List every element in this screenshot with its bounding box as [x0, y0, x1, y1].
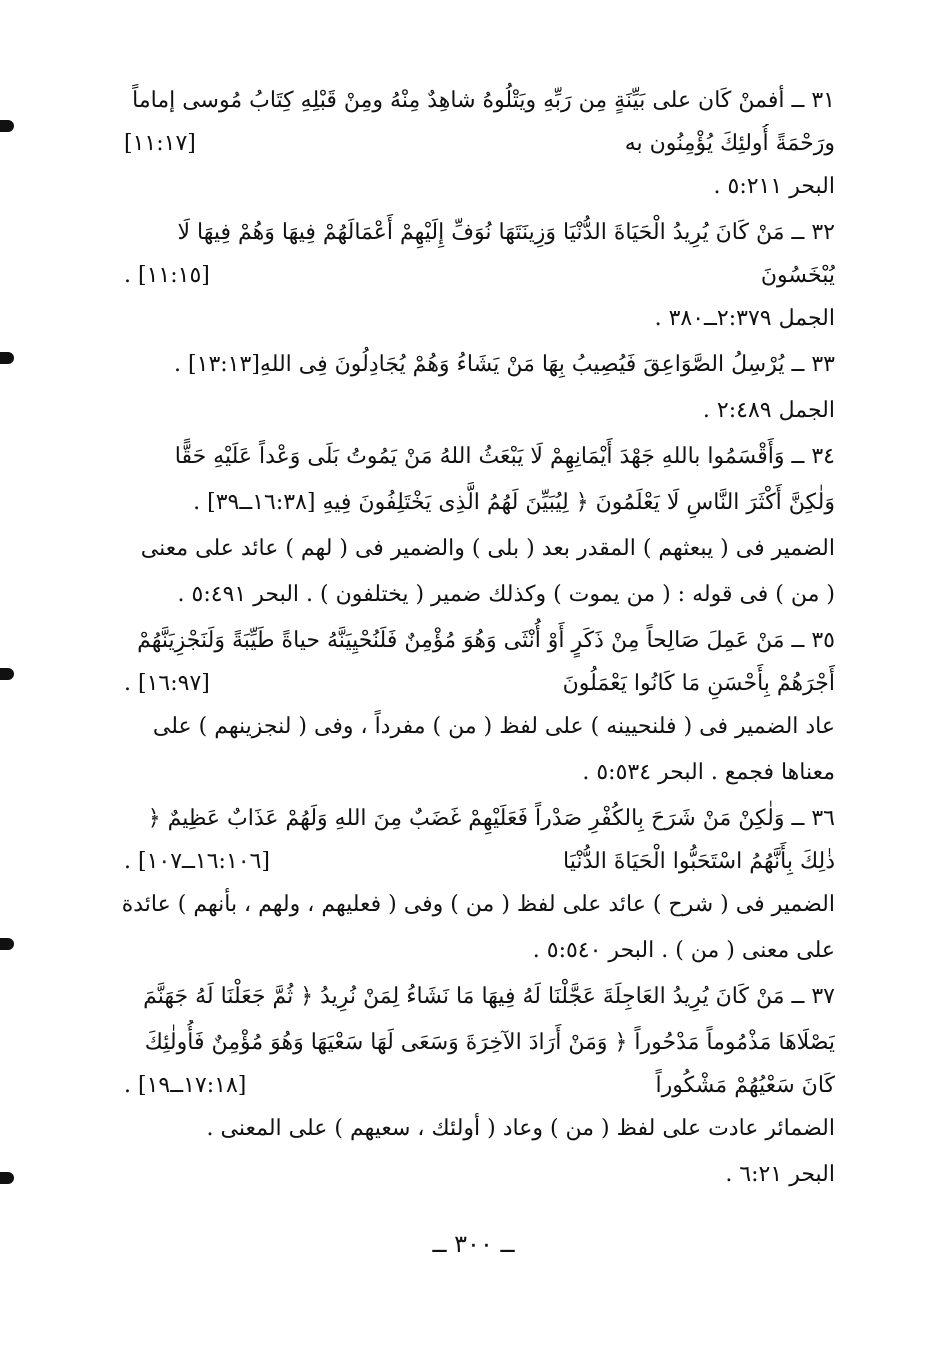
line-text: ٣٧ ــ مَنْ كَانَ يُرِيدُ العَاجِلَةَ عَجَّلْنَا لَهُ فِيهَا مَا نَشَاءُ لِمَنْ نُرِيدُ ﴿ ثُمَّ جَعَلْنَا لَهُ جَهَنَّمَ	[143, 984, 835, 1009]
line-text: كَانَ سَعْيُهُمْ مَشْكُوراً	[655, 1073, 835, 1098]
text-line	[100, 526, 835, 572]
line-text: ٣١ ــ أفمنْ كَان على بَيِّنَةٍ مِن رَبِّهِ ويَتْلُوهُ شاهِدٌ مِنْهُ ومِنْ قَبْلِهِ كِتَابُ مُوسى إماماً	[132, 88, 835, 113]
line-text: ٣٢ ــ مَنْ كَانَ يُرِيدُ الْحَيَاةَ الدُّنْيَا وَزِينَتَهَا نُوَفِّ إِلَيْهِمْ أَعْمَالَهُمْ فِيهَا وَهُمْ فِيهَا لَا	[177, 220, 835, 245]
text-line	[100, 434, 835, 480]
line-text: ورَحْمَةً أُولئِكَ يُؤْمِنُون به	[624, 131, 835, 156]
verse-reference: [١١:١٥] .	[124, 263, 210, 288]
text-line	[100, 796, 835, 842]
margin-mark	[0, 120, 14, 132]
text-line	[100, 296, 835, 342]
text-line	[100, 572, 835, 618]
line-text: وَلٰكِنَّ أَكْثَرَ النَّاسِ لَا يَعْلَمُونَ ﴿ لِيُبَيِّنَ لَهُمُ الَّذِى يَخْتَلِفُونَ فِيهِ [١٦:٣٨ــ٣٩] .	[193, 490, 835, 515]
line-text: ٣٦ ــ وَلٰكِنْ مَنْ شَرَحَ بِالكُفْرِ صَدْراً فَعَلَيْهِمْ غَضَبٌ مِنَ اللهِ وَلَهُمْ عَذَابٌ عَظِيمٌ ﴿	[147, 806, 835, 831]
line-text: البحر ٥:٢١١ .	[713, 174, 835, 199]
text-line	[100, 388, 835, 434]
line-text: معناها فجمع . البحر ٥:٥٣٤ .	[582, 760, 835, 785]
text-line	[100, 928, 835, 974]
line-text: ذٰلِكَ بِأَنَّهُمُ اسْتَحَبُّوا الْحَيَاةَ الدُّنْيَا	[563, 849, 835, 874]
text-line	[100, 618, 835, 664]
line-text: ٣٥ ــ مَنْ عَمِلَ صَالِحاً مِنْ ذَكَرٍ أَوْ أُنْثَى وَهُوَ مُؤْمِنٌ فَلَنُحْيِيَنَّهُ حياةً طَيِّبَةً وَلَنَجْزِيَنَّهُمْ	[137, 628, 835, 653]
margin-mark	[0, 1172, 14, 1184]
text-line	[100, 1020, 835, 1066]
text-line	[100, 256, 835, 296]
text-line	[100, 210, 835, 256]
text-line	[100, 1152, 835, 1198]
verse-reference: [١٦:١٠٦ــ١٠٧] .	[124, 849, 271, 874]
verse-reference: [١٦:٩٧] .	[124, 671, 210, 696]
line-text: الضمير فى ( شرح ) عائد على لفظ ( من ) وفى ( فعليهم ، ولهم ، بأنهم ) عائدة	[121, 892, 835, 917]
text-line	[100, 974, 835, 1020]
text-line	[100, 882, 835, 928]
line-text: الضمير فى ( يبعثهم ) المقدر بعد ( بلى ) والضمير فى ( لهم ) عائد على معنى	[140, 536, 835, 561]
line-text: الجمل ٢:٣٧٩ــ٣٨٠ .	[654, 306, 835, 331]
line-text: أَجْرَهُمْ بِأَحْسَنِ مَا كَانُوا يَعْمَلُونَ	[562, 671, 835, 696]
line-text: يَصْلَاهَا مَذْمُوماً مَدْحُوراً ﴿ وَمَنْ أَرَادَ الآخِرَةَ وَسَعَى لَهَا سَعْيَهَا وَهُوَ مُؤْمِنٌ فَأُولٰئِكَ	[144, 1030, 835, 1055]
verse-reference: [١٧:١٨ــ١٩] .	[124, 1073, 247, 1098]
line-text: الجمل ٢:٤٨٩ .	[702, 398, 835, 423]
margin-mark	[0, 352, 14, 364]
text-line	[100, 164, 835, 210]
text-line	[100, 78, 835, 124]
margin-mark	[0, 938, 14, 950]
text-line	[100, 1106, 835, 1152]
page-number: ــ ٣٠٠ ــ	[432, 1230, 515, 1258]
line-text: الضمائر عادت على لفظ ( من ) وعاد ( أولئك ، سعيهم ) على المعنى .	[206, 1116, 835, 1141]
text-line	[100, 704, 835, 750]
text-line	[100, 1066, 835, 1106]
line-text: ٣٤ ــ وَأَقْسَمُوا باللهِ جَهْدَ أَيْمَانِهِمْ لَا يَبْعَثُ اللهُ مَنْ يَمُوتُ بَلَى وَعْداً عَلَيْهِ حَقًّا	[174, 444, 835, 469]
line-text: على معنى ( من ) . البحر ٥:٥٤٠ .	[532, 938, 835, 963]
line-text: يُبْخَسُونَ	[760, 263, 835, 288]
line-text: ٣٣ ــ يُرْسِلُ الصَّوَاعِقَ فَيُصِيبُ بِهَا مَنْ يَشَاءُ وَهُمْ يُجَادِلُونَ فِى اللهِ[١٣:١٣] .	[174, 352, 835, 377]
line-text: البحر ٦:٢١ .	[725, 1162, 835, 1187]
text-line	[100, 750, 835, 796]
verse-reference: [١١:١٧]	[124, 131, 196, 156]
line-text: عاد الضمير فى ( فلنحيينه ) على لفظ ( من ) مفرداً ، وفى ( لنجزينهم ) على	[152, 714, 835, 739]
text-line	[100, 342, 835, 388]
text-line	[100, 842, 835, 882]
margin-mark	[0, 668, 14, 680]
page-body	[100, 78, 835, 1198]
text-line	[100, 480, 835, 526]
line-text: ( من ) فى قوله : ( من يموت ) وكذلك ضمير ( يختلفون ) . البحر ٥:٤٩١ .	[177, 582, 835, 607]
text-line	[100, 664, 835, 704]
text-line	[100, 124, 835, 164]
